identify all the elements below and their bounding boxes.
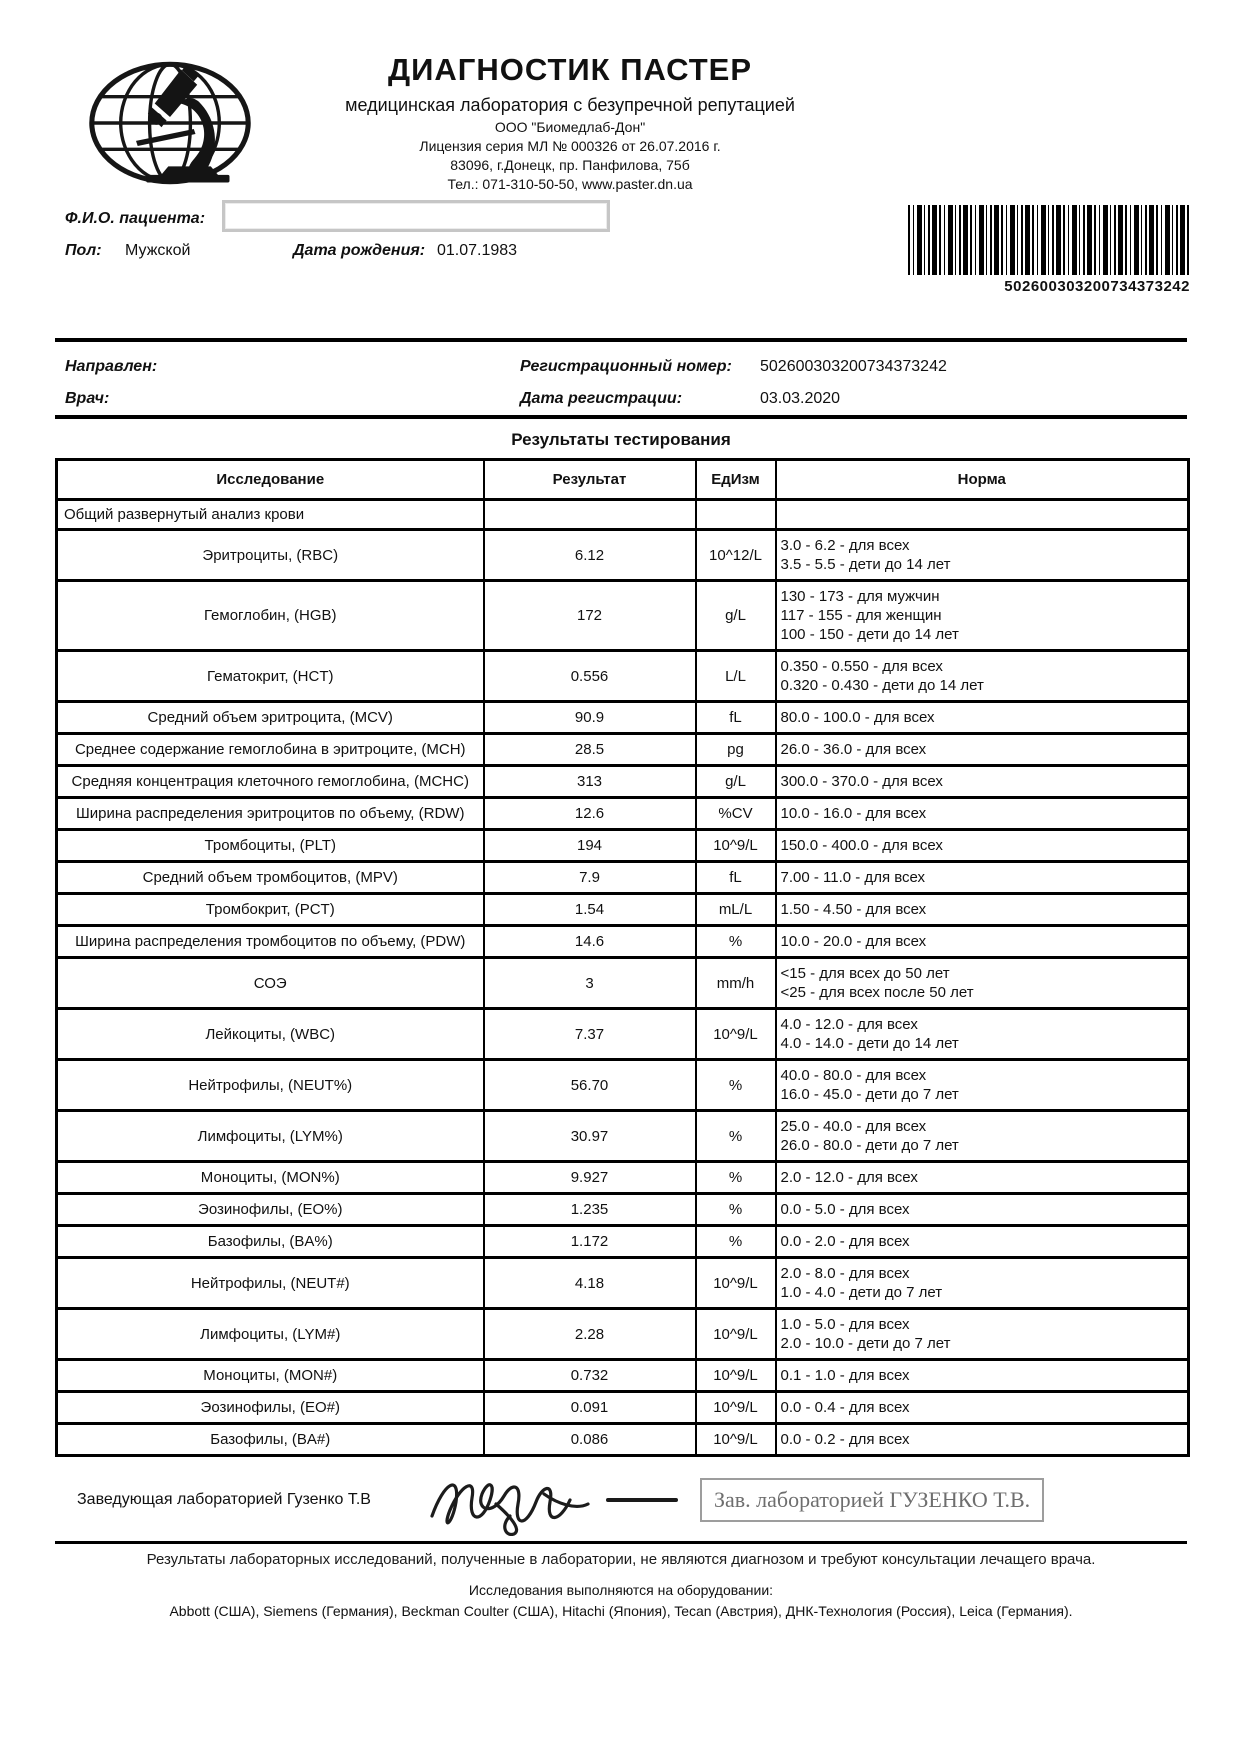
cell-norm [776, 651, 1189, 702]
table-row [57, 651, 1189, 702]
cell-unit: g/L [696, 766, 776, 798]
table-row [57, 766, 1189, 798]
cell-unit: L/L [696, 651, 776, 702]
divider-top [55, 338, 1187, 342]
cell-result: 56.70 [484, 1060, 696, 1111]
table-row [57, 1360, 1189, 1392]
cell-test-name: Средний объем эритроцита, (MCV) [57, 702, 484, 734]
cell-result: 1.54 [484, 894, 696, 926]
cell-result: 194 [484, 830, 696, 862]
norm-line: 150.0 - 400.0 - для всех [780, 837, 943, 854]
signature-dash [606, 1498, 678, 1502]
table-row [57, 1309, 1189, 1360]
norm-line: 26.0 - 36.0 - для всех [780, 741, 927, 758]
col-header-unit: ЕдИзм [696, 460, 776, 500]
reg-date-label: Дата регистрации: [520, 390, 683, 407]
lab-title: ДИАГНОСТИК ПАСТЕР [388, 52, 752, 87]
barcode-number: 502600303200734373242 [1004, 278, 1190, 295]
letterhead [250, 52, 890, 192]
cell-result: 9.927 [484, 1162, 696, 1194]
cell-result: 7.37 [484, 1009, 696, 1060]
cell-test-name: Базофилы, (BA#) [57, 1424, 484, 1456]
table-row [57, 1162, 1189, 1194]
cell-norm [776, 1226, 1189, 1258]
cell-result: 1.235 [484, 1194, 696, 1226]
cell-norm [776, 1392, 1189, 1424]
table-header-row [57, 460, 1189, 500]
cell-result: 1.172 [484, 1226, 696, 1258]
lab-subtitle: медицинская лаборатория с безупречной репутацией [345, 95, 795, 115]
table-row [57, 926, 1189, 958]
cell-norm [776, 1162, 1189, 1194]
cell-unit: 10^9/L [696, 1258, 776, 1309]
norm-line: 0.0 - 0.2 - для всех [780, 1431, 910, 1448]
reg-date-value: 03.03.2020 [760, 390, 841, 407]
cell-result: 12.6 [484, 798, 696, 830]
doctor-label: Врач: [65, 390, 110, 407]
cell-norm [776, 958, 1189, 1009]
table-row [57, 1009, 1189, 1060]
cell-test-name: Тромбокрит, (PCT) [57, 894, 484, 926]
cell-unit [696, 500, 776, 530]
cell-norm [776, 581, 1189, 651]
cell-result: 0.086 [484, 1424, 696, 1456]
norm-line: 80.0 - 100.0 - для всех [780, 709, 935, 726]
table-row [57, 1060, 1189, 1111]
cell-result: 6.12 [484, 530, 696, 581]
norm-line: 10.0 - 16.0 - для всех [780, 805, 927, 822]
cell-test-name: Эритроциты, (RBC) [57, 530, 484, 581]
norm-line: 2.0 - 8.0 - для всех [780, 1265, 910, 1282]
cell-result: 90.9 [484, 702, 696, 734]
cell-test-name: Среднее содержание гемоглобина в эритроците, (MCH) [57, 734, 484, 766]
cell-unit: % [696, 1111, 776, 1162]
cell-test-name: Гематокрит, (HCT) [57, 651, 484, 702]
equipment-title: Исследования выполняются на оборудовании: [468, 1582, 774, 1598]
cell-test-name: Гемоглобин, (HGB) [57, 581, 484, 651]
cell-test-name: Базофилы, (BA%) [57, 1226, 484, 1258]
cell-test-name: Нейтрофилы, (NEUT#) [57, 1258, 484, 1309]
norm-line: 16.0 - 45.0 - дети до 7 лет [780, 1086, 959, 1103]
section-title: Общий развернутый анализ крови [57, 500, 484, 530]
norm-line: 1.0 - 4.0 - дети до 7 лет [780, 1284, 943, 1301]
birthdate-label: Дата рождения: [293, 242, 426, 259]
cell-result [484, 500, 696, 530]
col-header-result: Результат [484, 460, 696, 500]
cell-unit: g/L [696, 581, 776, 651]
norm-line: 0.350 - 0.550 - для всех [780, 658, 943, 675]
barcode [908, 205, 1190, 275]
norm-line: 0.0 - 0.4 - для всех [780, 1399, 910, 1416]
divider-footer [55, 1541, 1187, 1544]
globe-microscope-icon [85, 58, 255, 188]
cell-test-name: Лимфоциты, (LYM#) [57, 1309, 484, 1360]
cell-norm [776, 1009, 1189, 1060]
cell-unit: 10^9/L [696, 1009, 776, 1060]
table-row [57, 830, 1189, 862]
norm-line: 26.0 - 80.0 - дети до 7 лет [780, 1137, 959, 1154]
norm-line: 130 - 173 - для мужчин [780, 588, 940, 605]
equipment-list: Abbott (США), Siemens (Германия), Beckman Coulter (США), Hitachi (Япония), Tecan (Австрия), ДНК-Технология (Россия), Leica (Германия). [169, 1603, 1073, 1619]
norm-line: 2.0 - 12.0 - для всех [780, 1169, 918, 1186]
cell-unit: 10^9/L [696, 1424, 776, 1456]
table-row [57, 1392, 1189, 1424]
reg-number-label: Регистрационный номер: [520, 358, 732, 375]
norm-line: 1.0 - 5.0 - для всех [780, 1316, 910, 1333]
cell-norm [776, 1194, 1189, 1226]
cell-test-name: Моноциты, (MON%) [57, 1162, 484, 1194]
norm-line: 25.0 - 40.0 - для всех [780, 1118, 927, 1135]
sex-label: Пол: [65, 242, 102, 259]
cell-test-name: Эозинофилы, (EO#) [57, 1392, 484, 1424]
norm-line: 10.0 - 20.0 - для всех [780, 933, 927, 950]
cell-norm [776, 894, 1189, 926]
table-row [57, 1111, 1189, 1162]
cell-unit: fL [696, 702, 776, 734]
disclaimer-text: Результаты лабораторных исследований, полученные в лаборатории, не являются диагнозом и требуют консультации лечащего врача. [146, 1551, 1096, 1568]
cell-test-name: Средний объем тромбоцитов, (MPV) [57, 862, 484, 894]
cell-test-name: Нейтрофилы, (NEUT%) [57, 1060, 484, 1111]
divider-registration [55, 415, 1187, 419]
signature-block [55, 1463, 1187, 1537]
cell-unit: % [696, 926, 776, 958]
lab-head-label: Заведующая лабораторией Гузенко Т.В [77, 1491, 371, 1508]
norm-line: 7.00 - 11.0 - для всех [780, 869, 926, 886]
table-row [57, 958, 1189, 1009]
table-row [57, 581, 1189, 651]
cell-test-name: СОЭ [57, 958, 484, 1009]
results-title: Результаты тестирования [511, 430, 731, 449]
sex-value: Мужской [125, 242, 191, 259]
table-row [57, 862, 1189, 894]
results-table-body [57, 500, 1189, 1456]
cell-unit: % [696, 1162, 776, 1194]
reg-number-value: 502600303200734373242 [760, 358, 947, 375]
cell-test-name: Лейкоциты, (WBC) [57, 1009, 484, 1060]
referred-label: Направлен: [65, 358, 158, 375]
norm-line: 100 - 150 - дети до 14 лет [780, 626, 959, 643]
norm-line: 0.0 - 5.0 - для всех [780, 1201, 910, 1218]
norm-line: 3.0 - 6.2 - для всех [780, 537, 910, 554]
cell-result: 0.556 [484, 651, 696, 702]
cell-norm [776, 1258, 1189, 1309]
cell-unit: 10^9/L [696, 1309, 776, 1360]
cell-result: 28.5 [484, 734, 696, 766]
cell-unit: mL/L [696, 894, 776, 926]
cell-result: 14.6 [484, 926, 696, 958]
table-row [57, 530, 1189, 581]
cell-norm [776, 1309, 1189, 1360]
cell-result: 2.28 [484, 1309, 696, 1360]
cell-norm [776, 926, 1189, 958]
lab-address: 83096, г.Донецк, пр. Панфилова, 75б [450, 157, 690, 173]
lab-company: ООО "Биомедлаб-Дон" [494, 119, 646, 135]
norm-line: 117 - 155 - для женщин [780, 607, 942, 624]
norm-line: 0.320 - 0.430 - дети до 14 лет [780, 677, 984, 694]
patient-name-label: Ф.И.О. пациента: [65, 210, 206, 227]
cell-result: 30.97 [484, 1111, 696, 1162]
col-header-norm: Норма [776, 460, 1189, 500]
cell-result: 3 [484, 958, 696, 1009]
cell-norm [776, 500, 1189, 530]
cell-unit: % [696, 1194, 776, 1226]
table-row [57, 1226, 1189, 1258]
norm-line: 4.0 - 14.0 - дети до 14 лет [780, 1035, 959, 1052]
cell-norm [776, 1111, 1189, 1162]
table-row [57, 1194, 1189, 1226]
cell-test-name: Эозинофилы, (EO%) [57, 1194, 484, 1226]
cell-test-name: Лимфоциты, (LYM%) [57, 1111, 484, 1162]
norm-line: <15 - для всех до 50 лет [780, 965, 950, 982]
birthdate-value: 01.07.1983 [437, 242, 518, 259]
cell-norm [776, 734, 1189, 766]
cell-norm [776, 798, 1189, 830]
cell-unit: mm/h [696, 958, 776, 1009]
cell-norm [776, 830, 1189, 862]
table-row [57, 798, 1189, 830]
cell-norm [776, 702, 1189, 734]
table-section-row [57, 500, 1189, 530]
cell-unit: 10^9/L [696, 1360, 776, 1392]
cell-result: 7.9 [484, 862, 696, 894]
cell-result: 172 [484, 581, 696, 651]
table-row [57, 734, 1189, 766]
cell-norm [776, 1060, 1189, 1111]
cell-unit: pg [696, 734, 776, 766]
lab-license: Лицензия серия МЛ № 000326 от 26.07.2016 г. [419, 138, 721, 154]
norm-line: 3.5 - 5.5 - дети до 14 лет [780, 556, 951, 573]
cell-test-name: Тромбоциты, (PLT) [57, 830, 484, 862]
cell-result: 4.18 [484, 1258, 696, 1309]
cell-unit: % [696, 1226, 776, 1258]
table-row [57, 1258, 1189, 1309]
table-row [57, 894, 1189, 926]
cell-norm [776, 766, 1189, 798]
cell-result: 0.732 [484, 1360, 696, 1392]
results-section [55, 430, 1187, 1619]
norm-line: 1.50 - 4.50 - для всех [780, 901, 927, 918]
norm-line: 0.0 - 2.0 - для всех [780, 1233, 910, 1250]
cell-norm [776, 1360, 1189, 1392]
cell-norm [776, 530, 1189, 581]
cell-unit: 10^9/L [696, 830, 776, 862]
norm-line: 300.0 - 370.0 - для всех [780, 773, 943, 790]
norm-line: <25 - для всех после 50 лет [780, 984, 974, 1001]
table-row [57, 702, 1189, 734]
results-table [55, 458, 1190, 1457]
cell-norm [776, 1424, 1189, 1456]
norm-line: 4.0 - 12.0 - для всех [780, 1016, 918, 1033]
cell-result: 0.091 [484, 1392, 696, 1424]
norm-line: 0.1 - 1.0 - для всех [780, 1367, 910, 1384]
cell-unit: fL [696, 862, 776, 894]
cell-test-name: Ширина распределения тромбоцитов по объему, (PDW) [57, 926, 484, 958]
lab-stamp: Зав. лабораторией ГУЗЕНКО Т.В. [700, 1478, 1044, 1522]
cell-unit: 10^12/L [696, 530, 776, 581]
cell-result: 313 [484, 766, 696, 798]
table-row [57, 1424, 1189, 1456]
cell-test-name: Средняя концентрация клеточного гемоглобина, (MCHC) [57, 766, 484, 798]
signature-icon [426, 1464, 596, 1536]
cell-test-name: Моноциты, (MON#) [57, 1360, 484, 1392]
norm-line: 2.0 - 10.0 - дети до 7 лет [780, 1335, 951, 1352]
col-header-test: Исследование [57, 460, 484, 500]
cell-norm [776, 862, 1189, 894]
cell-unit: 10^9/L [696, 1392, 776, 1424]
cell-unit: %CV [696, 798, 776, 830]
cell-unit: % [696, 1060, 776, 1111]
cell-test-name: Ширина распределения эритроцитов по объему, (RDW) [57, 798, 484, 830]
patient-name-field[interactable] [222, 200, 610, 232]
norm-line: 40.0 - 80.0 - для всех [780, 1067, 927, 1084]
lab-phone: Тел.: 071-310-50-50, www.paster.dn.ua [447, 176, 693, 192]
